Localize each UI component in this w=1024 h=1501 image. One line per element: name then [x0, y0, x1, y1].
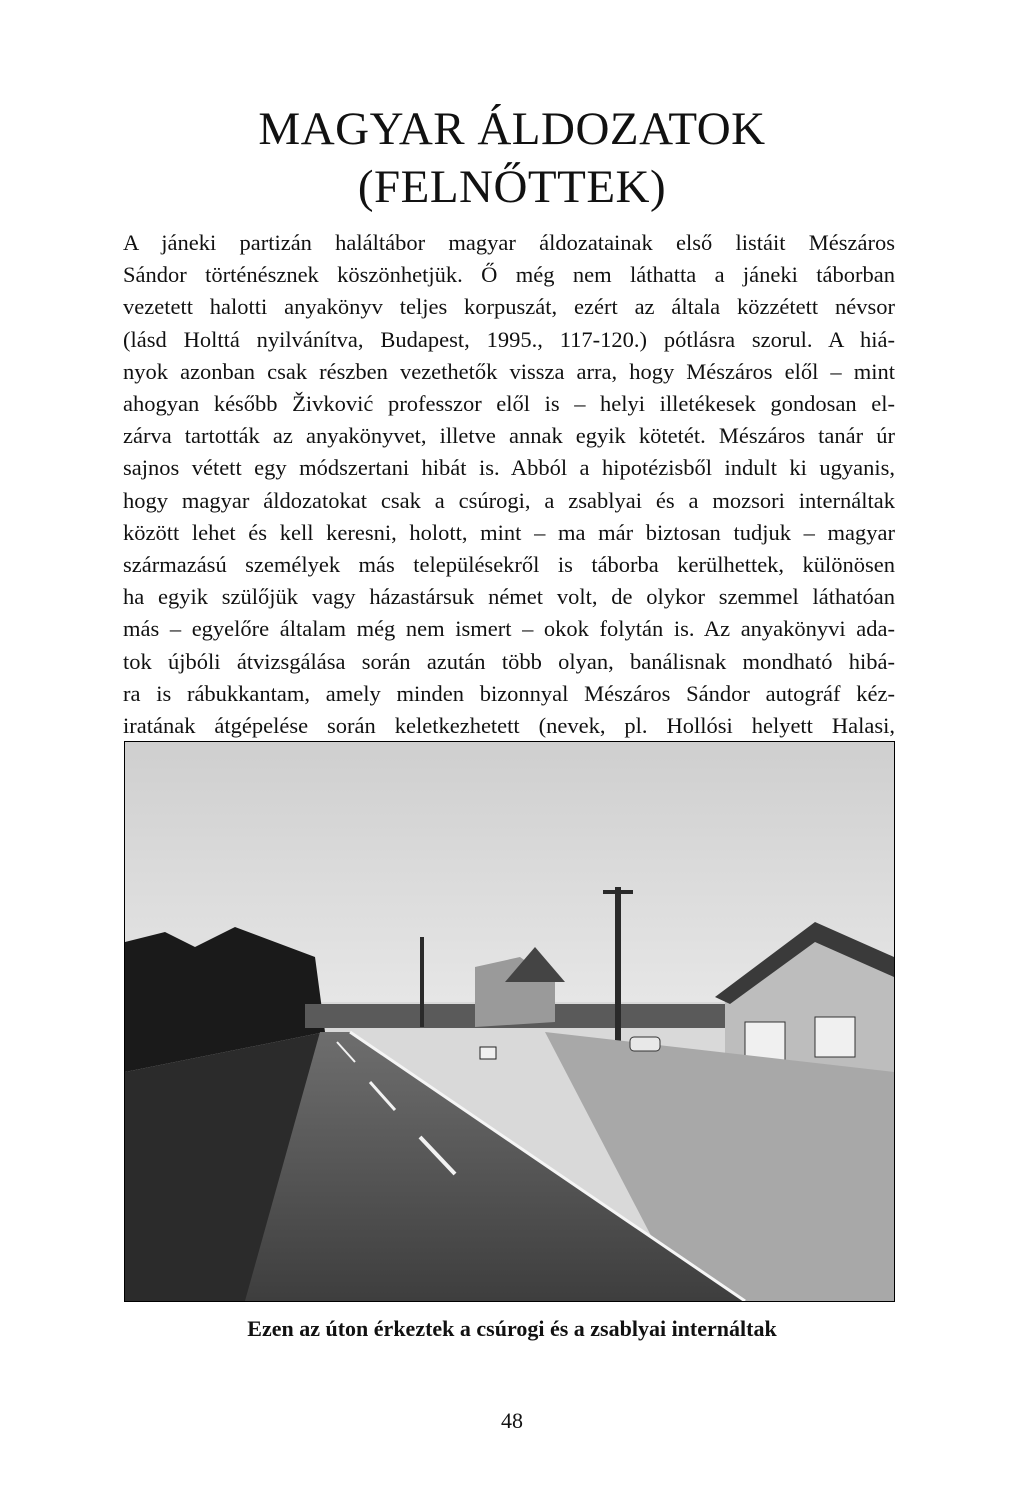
text-line: ha egyik szülőjük vagy házastársuk német volt, de olykor szemmel láthatóan	[123, 584, 895, 610]
text-line: iratának átgépelése során keletkezhetett (nevek, pl. Hollósi helyett Halasi,	[123, 713, 895, 739]
text-line: más – egyelőre általam még nem ismert – okok folytán is. Az anyakönyvi ada-	[123, 616, 895, 642]
text-line: sajnos vétett egy módszertani hibát is. Abból a hipotézisből indult ki ugyanis,	[123, 455, 895, 481]
title-line-1: MAGYAR ÁLDOZATOK	[258, 103, 766, 155]
body-paragraph	[123, 227, 895, 742]
text-line: zárva tartották az anyakönyvet, illetve annak egyik kötetét. Mészáros tanár úr	[123, 423, 895, 449]
text-line: hogy magyar áldozatokat csak a csúrogi, a zsablyai és a mozsori internáltak	[123, 487, 895, 513]
road-photo	[124, 741, 895, 1302]
page-title	[0, 100, 1024, 216]
text-line: ra is rábukkantam, amely minden bizonnyal Mészáros Sándor autográf kéz-	[123, 680, 895, 706]
text-line: ahogyan később Živković professzor elől is – helyi illetékesek gondosan el-	[123, 391, 895, 417]
text-line: Sándor történésznek köszönhetjük. Ő még nem láthatta a jáneki táborban	[123, 262, 895, 288]
text-line: nyok azonban csak részben vezethetők vissza arra, hogy Mészáros elől – mint	[123, 358, 895, 384]
text-line: között lehet és kell keresni, holott, mint – ma már biztosan tudjuk – magyar	[123, 519, 895, 545]
road-photo-icon	[125, 742, 894, 1301]
text-line: származású személyek más településekről is táborba kerülhettek, különösen	[123, 552, 895, 578]
title-line-2: (FELNŐTTEK)	[357, 161, 667, 213]
photo-caption: Ezen az úton érkeztek a csúrogi és a zsablyai internáltak	[247, 1316, 777, 1341]
text-line: A jáneki partizán haláltábor magyar áldozatainak első listáit Mészáros	[123, 230, 895, 255]
text-line: (lásd Holttá nyilvánítva, Budapest, 1995., 117-120.) pótlásra szorul. A hiá-	[123, 326, 895, 352]
text-line: vezetett halotti anyakönyv teljes korpuszát, ezért az általa közzétett névsor	[123, 294, 895, 320]
text-line: tok újbóli átvizsgálása során azután több olyan, banálisnak mondható hibá-	[123, 648, 895, 674]
page-number: 48	[501, 1408, 523, 1433]
